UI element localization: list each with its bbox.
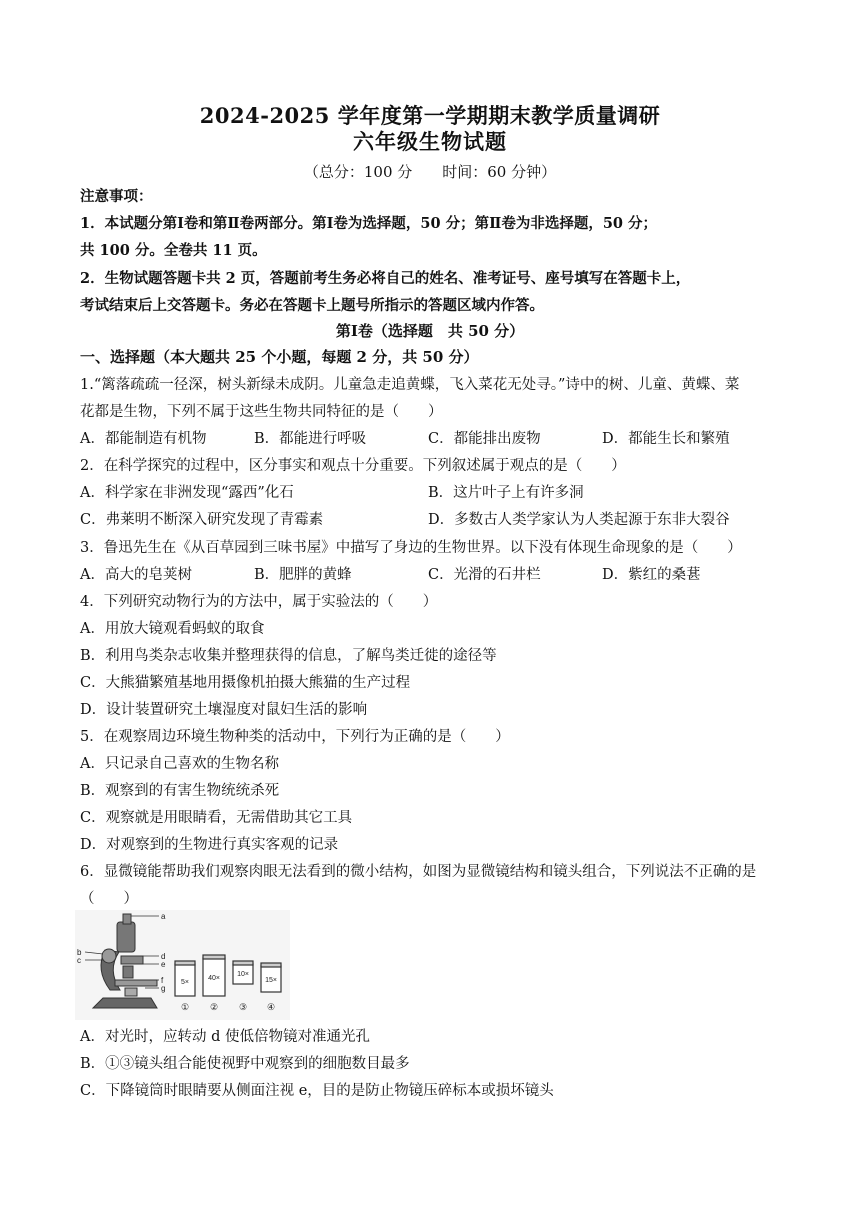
label-d: d [161, 952, 166, 961]
q6-option-b: B．①③镜头组合能使视野中观察到的细胞数目最多 [80, 1056, 410, 1072]
q2-option-b: B．这片叶子上有许多洞 [428, 485, 584, 501]
note-2-line-1: 2．生物试题答题卡共 2 页，答题前考生务必将自己的姓名、准考证号、座号填写在答题卡上， [80, 270, 691, 287]
q2-options-row-1 [80, 483, 792, 503]
label-a: a [161, 912, 166, 921]
q3-stem: 3．鲁迅先生在《从百草园到三味书屋》中描写了身边的生物世界。以下没有体现生命现象的是（ ） [80, 540, 742, 556]
q3-option-b: B．肥胖的黄蜂 [254, 567, 352, 583]
label-c: c [77, 956, 81, 965]
lens-2-number: ② [209, 1002, 219, 1012]
label-b: b [77, 948, 82, 957]
q5-stem: 5．在观察周边环境生物种类的活动中，下列行为正确的是（ ） [80, 729, 510, 745]
q4-option-c: C．大熊猫繁殖基地用摄像机拍摄大熊猫的生产过程 [80, 675, 411, 691]
lens-2-mark: 40× [208, 975, 220, 982]
q3-option-c: C．光滑的石井栏 [428, 567, 541, 583]
q2-option-d: D．多数古人类学家认为人类起源于东非大裂谷 [428, 512, 730, 528]
q3-option-a: A．高大的皂荚树 [80, 567, 192, 583]
lens-3-mark: 10× [237, 971, 249, 978]
q4-stem: 4．下列研究动物行为的方法中，属于实验法的（ ） [80, 594, 438, 610]
exam-title: 2024-2025 学年度第一学期期末教学质量调研 [199, 103, 661, 128]
exam-info: （总分：100 分 时间：60 分钟） [303, 163, 557, 181]
q1-stem-line-1: 1.“篱落疏疏一径深，树头新绿未成阴。儿童急走追黄蝶，飞入菜花无处寻。”诗中的树、儿童、黄蝶、菜 [80, 377, 740, 393]
lens-3-number: ③ [238, 1002, 248, 1012]
q1-options [80, 429, 792, 449]
q1-option-d: D．都能生长和繁殖 [602, 431, 730, 447]
note-2-line-2: 考试结束后上交答题卡。务必在答题卡上题号所指示的答题区域内作答。 [80, 297, 544, 314]
lens-1-number: ① [180, 1002, 190, 1012]
microscope-figure [75, 910, 290, 1020]
q5-option-d: D．对观察到的生物进行真实客观的记录 [80, 837, 339, 853]
q2-stem: 2．在科学探究的过程中，区分事实和观点十分重要。下列叙述属于观点的是（ ） [80, 458, 626, 474]
q4-option-a: A．用放大镜观看蚂蚁的取食 [80, 621, 265, 637]
q1-option-b: B．都能进行呼吸 [254, 431, 367, 447]
label-f: f [161, 976, 164, 985]
note-1-line-2: 共 100 分。全卷共 11 页。 [80, 242, 267, 259]
q5-option-b: B．观察到的有害生物统统杀死 [80, 783, 280, 799]
q2-options-row-2 [80, 510, 792, 530]
section-title: 第Ⅰ卷（选择题 共 50 分） [335, 322, 525, 340]
q2-option-a: A．科学家在非洲发现“露西”化石 [80, 485, 294, 501]
note-1-line-1: 1．本试题分第Ⅰ卷和第Ⅱ卷两部分。第Ⅰ卷为选择题，50 分；第Ⅱ卷为非选择题，50 分； [80, 215, 658, 232]
q4-option-b: B．利用鸟类杂志收集并整理获得的信息，了解鸟类迁徙的途径等 [80, 648, 497, 664]
q3-option-d: D．紫红的桑葚 [602, 567, 701, 583]
q6-stem-line-1: 6．显微镜能帮助我们观察肉眼无法看到的微小结构，如图为显微镜结构和镜头组合，下列说法不正确的是 [80, 864, 757, 880]
q6-option-a: A．对光时，应转动 d 使低倍物镜对准通光孔 [80, 1029, 370, 1045]
q6-stem-line-2: （ ） [80, 891, 138, 907]
q2-option-c: C．弗莱明不断深入研究发现了青霉素 [80, 512, 324, 528]
lens-4-number: ④ [266, 1002, 276, 1012]
exam-subtitle: 六年级生物试题 [353, 129, 507, 154]
part-heading: 一、选择题（本大题共 25 个小题，每题 2 分，共 50 分） [80, 348, 479, 366]
q1-option-c: C．都能排出废物 [428, 431, 541, 447]
label-g: g [161, 984, 166, 993]
q5-option-a: A．只记录自己喜欢的生物名称 [80, 756, 279, 772]
notes-heading: 注意事项： [80, 188, 153, 205]
q1-stem-line-2: 花都是生物，下列不属于这些生物共同特征的是（ ） [80, 404, 443, 420]
q3-options [80, 565, 792, 585]
lens-4-mark: 15× [265, 977, 277, 984]
q5-option-c: C．观察就是用眼睛看，无需借助其它工具 [80, 810, 353, 826]
q1-option-a: A．都能制造有机物 [80, 431, 207, 447]
q4-option-d: D．设计装置研究土壤湿度对鼠妇生活的影响 [80, 702, 368, 718]
q6-option-c: C．下降镜筒时眼睛要从侧面注视 e，目的是防止物镜压碎标本或损坏镜头 [80, 1083, 554, 1099]
label-e: e [161, 960, 166, 969]
lens-1-mark: 5× [181, 979, 189, 986]
